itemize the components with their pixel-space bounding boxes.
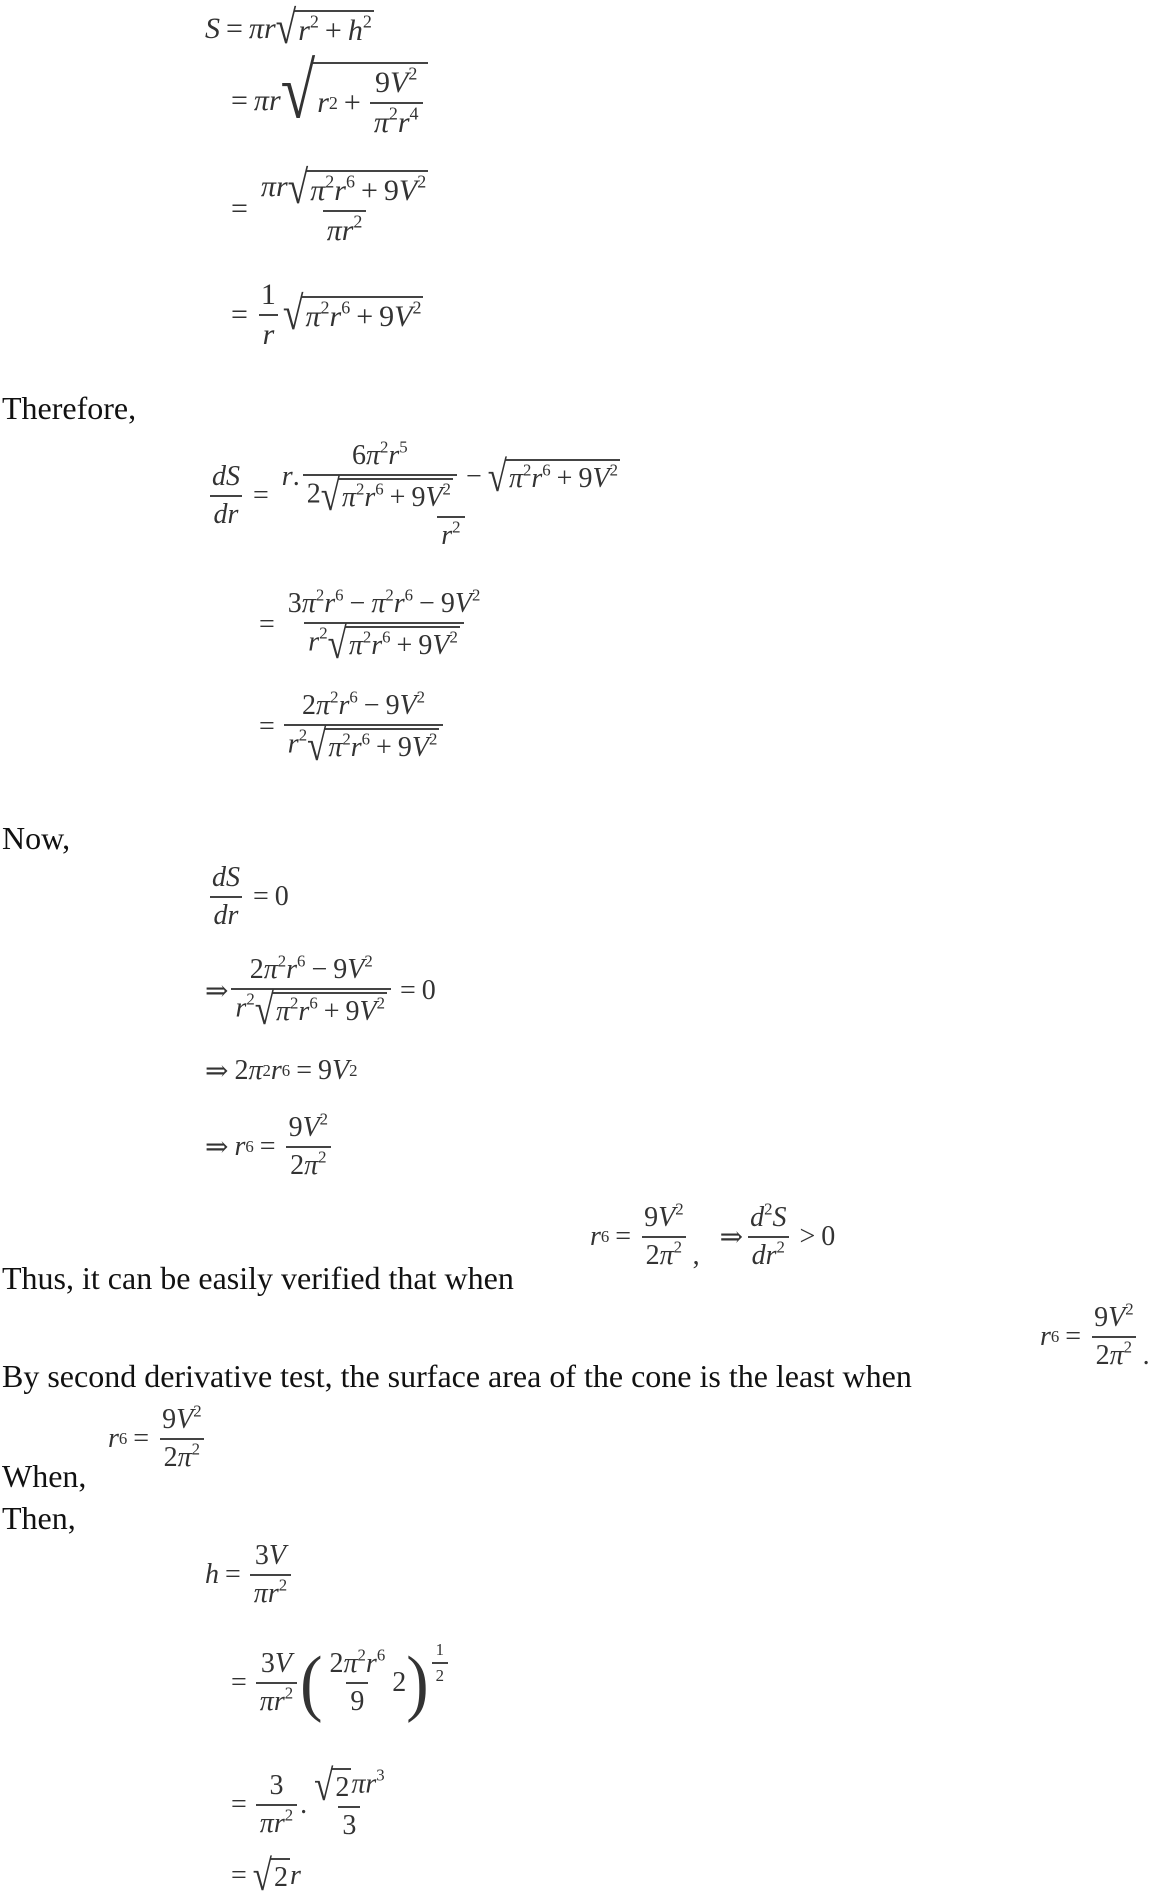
eq-critical-4: ⇒ r 6 = $\frac{9V^2}{2\pi^2}$ <box>205 1112 335 1182</box>
eq-h-step2: = $\frac{3}{\pi r^2}$ . √ 2 $\pi r^3$ 3 <box>231 1761 385 1841</box>
eq-critical-2: ⇒ $2\pi^2r^6 - 9V^2$ $r^2$ √ $\pi^2r^6 + 9V^2$ = 0 <box>205 951 436 1034</box>
eq-critical-1: $\frac{dS}{dr}$ = 0 <box>205 862 289 932</box>
eq-ds-dr-step2: = $2\pi^2r^6 - 9V^2$ $r^2$ √ $\pi^2r^6 + 9V^2$ <box>253 690 446 764</box>
text-therefore: Therefore, <box>2 390 137 426</box>
eq-h-def: h = $\frac{3V}{\pi r^2}$ <box>205 1540 294 1610</box>
eq-s-step2: = πr √ $\pi^2r^6 + 9V^2$ $\pi r^2$ <box>231 162 427 248</box>
eq-h-result: = √ 2 r <box>231 1851 301 1900</box>
eq-ds-dr-def: $\frac{dS}{dr}$ = r . $6\pi^2r^5$ 2 √ $\pi^2r^6 + 9V^2$ − √ $\pi^2r^6 + 9V^2$ $r^2$ <box>205 440 627 552</box>
eq-s-step3: = $\frac{1}{r}$ √ $\pi^2r^6 + 9V^2$ <box>231 278 422 351</box>
eq-critical-3: ⇒ 2 π 2 r 6 = 9 V 2 <box>205 1055 358 1087</box>
eq-s-step1: = π r √ r 2 + $\frac{9V^2}{\pi^2r^4}$ <box>225 62 428 140</box>
document-page: S = π r √ $r^2 + h^2$ = π r √ r 2 + $\frac{9V^2}{\pi^2r^4}$ = πr √ $\pi^2r^6 + 9V^2$ $\pi r^2$ = $\frac{1}{r}$ √ $\pi^2r^6 + 9V^2$ Therefore, $\frac{dS}{dr}$ = r . $6\pi^2r^5$ 2 √ $\pi^2r^6 + 9V^2$ − √ $\pi^2r^6 + 9V^2$ $r^2$ = $3\pi^2r^6 - \pi^2r^6 - 9V^2$ $r^2$ √ $\pi^2r^6 + 9V^2$ = $2\pi^2r^6 - 9V^2$ $r^2$ √ $\pi^2r^6 + 9V^2$ Now, $\frac{dS}{dr}$ = 0 ⇒ $2\pi^2r^6 - 9V^2$ $r^2$ √ $\pi^2r^6 + 9V^2$ = 0 ⇒ 2 π 2 r 6 = 9 V 2 ⇒ r 6 = $\frac{9V^2}{2\pi^2}$ Thus, it can be easily verified that when r 6 = $\frac{9V^2}{2\pi^2}$ , ⇒ $\frac{d^2S}{dr^2}$ > 0 By second derivative test, the surface area of the cone is the least when r 6 = $\frac{9V^2}{2\pi^2}$ . When, r 6 = $\frac{9V^2}{2\pi^2}$ Then, h = $\frac{3V}{\pi r^2}$ = $\frac{3V}{\pi r^2}$ ( $\frac{2\pi^2r^6}{9}$ 2 ) $\frac{1}{2}$ = $\frac{3}{\pi r^2}$ . √ 2 $\pi r^3$ 3 = √ 2 r <box>2 2 1150 1900</box>
eq-ds-dr-step1: = $3\pi^2r^6 - \pi^2r^6 - 9V^2$ $r^2$ √ $\pi^2r^6 + 9V^2$ <box>259 585 481 668</box>
text-then: Then, <box>2 1500 76 1536</box>
text-thus: Thus, it can be easily verified that when <box>2 1260 514 1296</box>
text-now: Now, <box>2 820 71 856</box>
text-by-second-derivative: By second derivative test, the surface area of the cone is the least when <box>2 1358 912 1394</box>
eq-s-def: S = π r √ $r^2 + h^2$ <box>205 2 372 54</box>
text-when: When, <box>2 1458 87 1494</box>
eq-h-step1: = $\frac{3V}{\pi r^2}$ ( $\frac{2\pi^2r^6}{9}$ 2 ) $\frac{1}{2}$ <box>225 1648 451 1718</box>
